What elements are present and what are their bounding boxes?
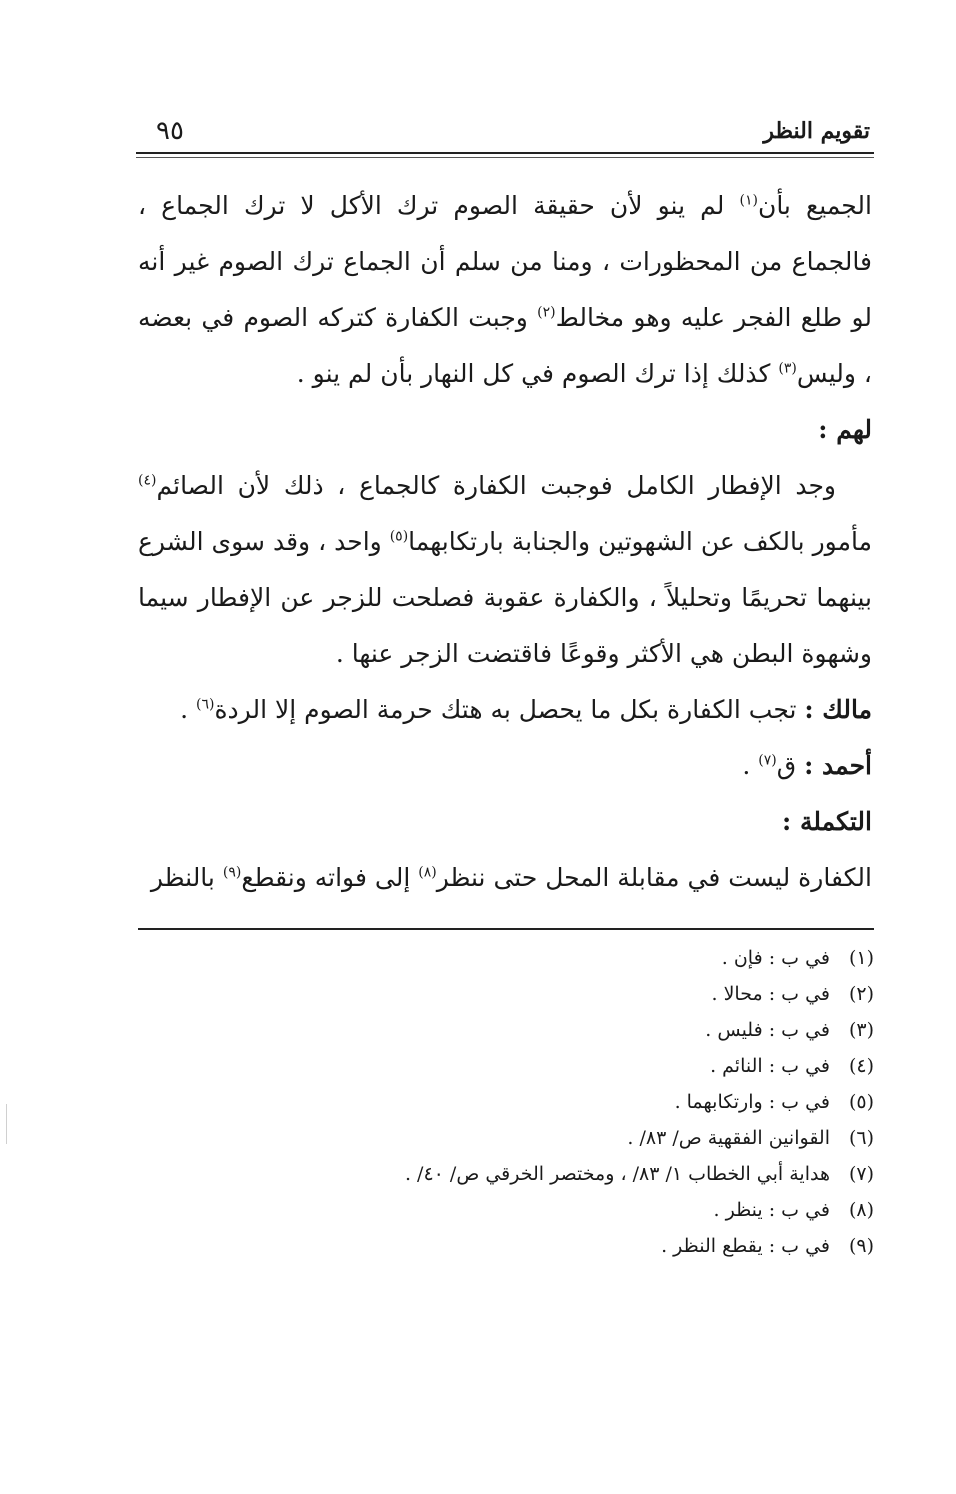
footnote-item xyxy=(138,1012,874,1048)
text-run: وجبت الكفارة كتركه الصوم في بعضه ، وليس xyxy=(138,303,872,388)
text-run: ق xyxy=(776,751,805,780)
heading-lahum: لهم : xyxy=(818,415,872,444)
text-run: . xyxy=(180,695,196,724)
main-text xyxy=(138,178,872,906)
footnote-ref-6: (٦) xyxy=(195,696,215,713)
footnote-item xyxy=(138,1048,874,1084)
malik-label: مالك : xyxy=(804,695,872,724)
text-run: وجد الإفطار الكامل فوجبت الكفارة كالجماع ، ذلك لأن الصائم xyxy=(156,471,836,500)
footnote-ref-1: (١) xyxy=(739,192,758,209)
text-run: بالنظر xyxy=(150,863,223,892)
heading-takmila: التكملة : xyxy=(782,807,872,836)
footnotes-list xyxy=(138,940,874,1264)
text-run: مأمور بالكف عن الشهوتين والجنابة بارتكابهما xyxy=(408,527,872,556)
header-rule xyxy=(136,152,874,154)
footnote-text: القوانين الفقهية ص/ ٨٣/ . xyxy=(627,1127,830,1149)
paragraph-2 xyxy=(138,458,872,682)
ahmad-label: أحمد : xyxy=(804,751,872,780)
footnote-number: (١) xyxy=(848,947,874,969)
footnote-number: (٤) xyxy=(848,1055,874,1077)
running-head xyxy=(140,112,870,152)
footnote-number: (٥) xyxy=(848,1091,874,1113)
running-title: تقويم النظر xyxy=(763,118,870,144)
header-rule-thin xyxy=(136,157,874,158)
footnote-ref-2: (٢) xyxy=(537,304,556,321)
footnote-ref-4: (٤) xyxy=(138,472,157,489)
footnote-text: في ب : وارتكابهما . xyxy=(674,1091,830,1113)
footnote-number: (٦) xyxy=(848,1127,874,1149)
text-run: واحد ، وقد سوى الشرع بينهما تحريمًا وتحليلاً ، والكفارة عقوبة فصلحت للزجر عن الإفطار سيما وشهوة البطن هي الأكثر وقوعًا فاقتضت الزجر عنها . xyxy=(138,527,872,668)
footnote-text: في ب : محالا . xyxy=(711,983,830,1005)
footnote-item xyxy=(138,1120,874,1156)
text-run: . xyxy=(742,751,759,780)
text-run: كذلك إذا ترك الصوم في كل النهار بأن لم ينو . xyxy=(296,359,779,388)
footnote-ref-9: (٩) xyxy=(222,864,242,881)
paragraph-ahmad xyxy=(138,738,872,794)
footnote-number: (٧) xyxy=(848,1163,874,1185)
footnote-item xyxy=(138,1228,874,1264)
footnote-text: في ب : ينظر . xyxy=(713,1199,830,1221)
footnote-text: في ب : يقطع النظر . xyxy=(661,1235,830,1257)
footnote-rule xyxy=(138,928,874,930)
footnote-number: (٢) xyxy=(848,983,874,1005)
footnote-ref-3: (٣) xyxy=(778,360,797,377)
footnote-text: هداية أبي الخطاب ١/ ٨٣/ ، ومختصر الخرقي ص/ ٤٠/ . xyxy=(404,1163,830,1185)
footnote-number: (٩) xyxy=(848,1235,874,1257)
footnote-ref-7: (٧) xyxy=(758,752,777,769)
footnote-ref-5: (٥) xyxy=(389,528,409,545)
footnote-item xyxy=(138,976,874,1012)
footnote-item xyxy=(138,1084,874,1120)
footnote-number: (٣) xyxy=(848,1019,874,1041)
text-run: الكفارة ليست في مقابلة المحل حتى ننظر xyxy=(436,863,872,892)
footnote-text: في ب : النائم . xyxy=(710,1055,830,1077)
text-run: الجميع بأن xyxy=(757,191,872,220)
footnote-item xyxy=(138,940,874,976)
paragraph-malik xyxy=(138,682,872,738)
footnote-text: في ب : فإن . xyxy=(721,947,830,969)
page-number: ٩٥ xyxy=(156,116,184,146)
footnote-text: في ب : فليس . xyxy=(705,1019,830,1041)
footnote-ref-8: (٨) xyxy=(418,864,437,881)
footnote-item xyxy=(138,1192,874,1228)
scan-margin-mark xyxy=(6,1104,7,1144)
paragraph-3 xyxy=(138,850,872,906)
text-run: إلى فواته ونقطع xyxy=(241,863,419,892)
paragraph-1 xyxy=(138,178,872,402)
text-run: تجب الكفارة بكل ما يحصل به هتك حرمة الصوم إلا الردة xyxy=(214,695,805,724)
footnote-item xyxy=(138,1156,874,1192)
footnote-number: (٨) xyxy=(848,1199,874,1221)
text-run: لم ينو لأن حقيقة الصوم ترك الأكل لا ترك الجماع ، فالجماع من المحظورات ، ومنا من سلم أن الجماع ترك الصوم غير أنه لو طلع الفجر عليه وهو مخالط xyxy=(138,191,872,332)
